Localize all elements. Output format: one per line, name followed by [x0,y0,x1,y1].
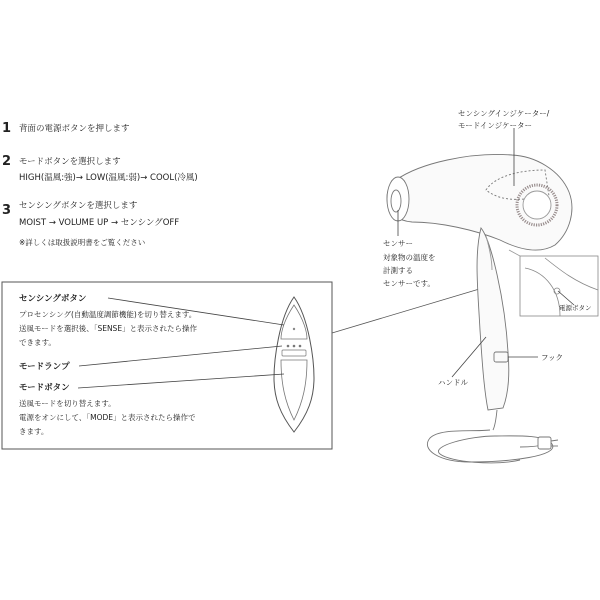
manual-note: ※詳しくは取扱説明書をご覧ください [19,238,146,247]
step-3-title: センシングボタンを選択します [19,201,138,211]
sensor-desc-2: 計測する [383,266,413,275]
step-1-title: 背面の電源ボタンを押します [19,124,130,134]
leader-mode-lamp [79,346,282,366]
mode-button-desc-1: 送風モードを切り替えます。 [19,399,116,408]
sensor-title: センサー [383,239,413,248]
sensing-button-desc-2: 送風モードを選択後、「SENSE」と表示されたら操作 [19,324,198,333]
indicator-label-2: モードインジケーター [458,121,532,130]
step-2-detail: HIGH(温風:強)→ LOW(温風:弱)→ COOL(冷風) [19,173,198,183]
handle-label: ハンドル [438,378,468,387]
step-2-title: モードボタンを選択します [19,157,121,167]
mode-button-desc-2: 電源をオンにして、「MODE」と表示されたら操作で [19,413,196,422]
step-3-number: 3 [2,203,12,218]
mode-button-title: モードボタン [19,383,70,393]
leader-mode-button [78,374,284,388]
power-button-label: 電源ボタン [559,304,592,312]
sensing-button-desc-1: プロセンシング(自動温度調節機能)を切り替えます。 [19,310,197,319]
sensing-button-title: センシングボタン [19,294,87,304]
sensor-desc-1: 対象物の温度を [383,253,436,262]
sensor-desc-3: センサーです。 [383,279,435,288]
control-panel-illustration [274,297,314,432]
hook-label: フック [541,353,563,362]
panel-connector-line [332,287,486,333]
mode-lamp-title: モードランプ [19,362,70,372]
step-1-number: 1 [2,121,12,136]
leader-handle [452,337,486,377]
step-3-detail: MOIST → VOLUME UP → センシングOFF [19,218,180,228]
indicator-label-1: センシングインジケーター/ [458,109,550,118]
sensing-button-desc-3: できます。 [19,338,56,347]
mode-button-desc-3: きます。 [19,427,49,436]
step-2-number: 2 [2,154,12,169]
